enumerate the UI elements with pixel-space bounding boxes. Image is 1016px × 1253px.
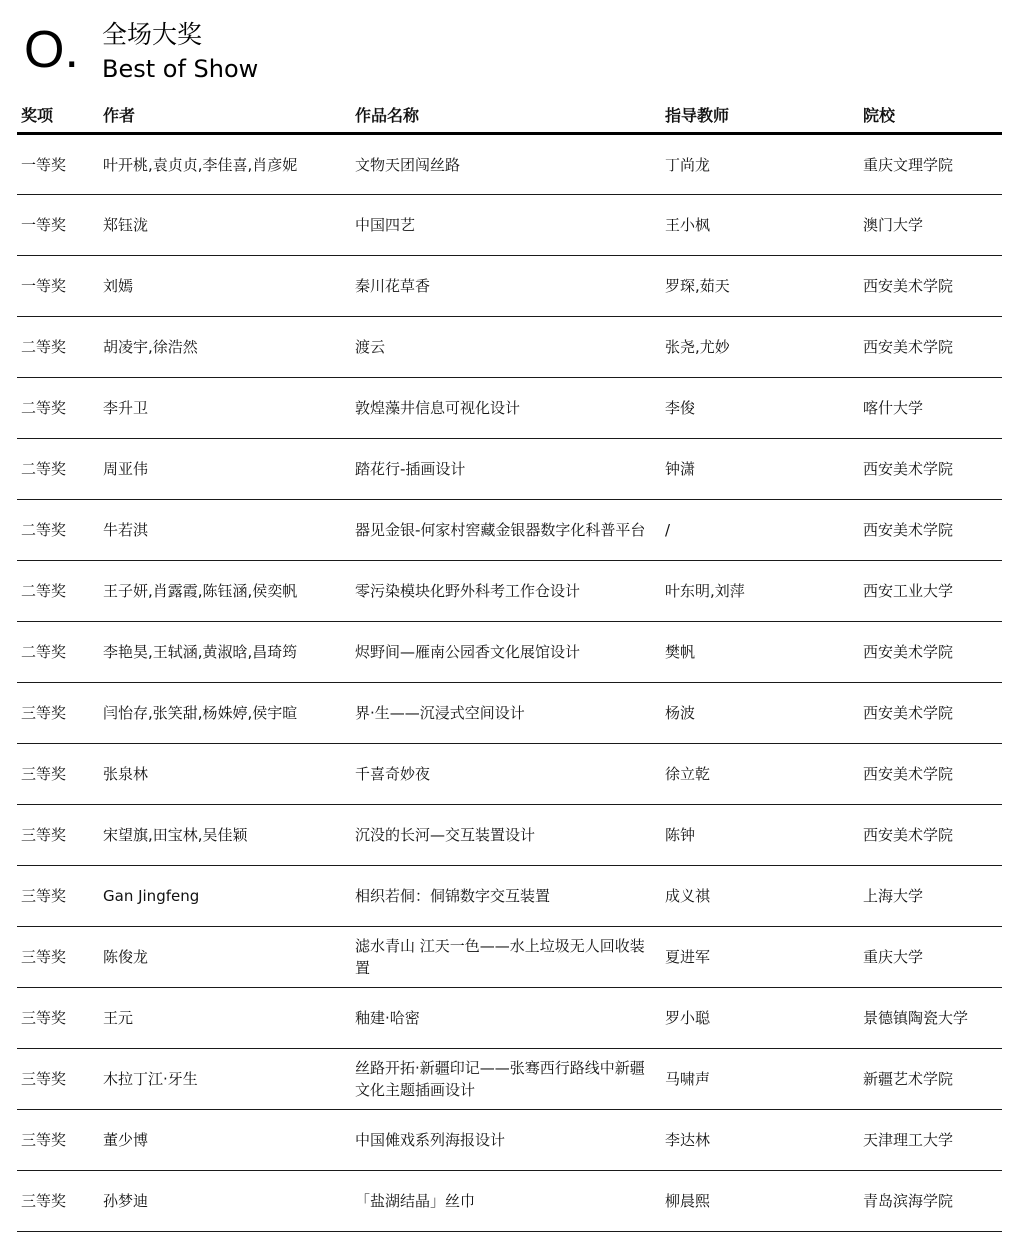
cell-award: 二等奖 [17, 500, 99, 561]
cell-school: 重庆文理学院 [859, 134, 1002, 195]
cell-award: 三等奖 [17, 805, 99, 866]
cell-teacher: 柳晨熙 [661, 1171, 859, 1232]
cell-author: 王元 [99, 988, 351, 1049]
table-row [17, 988, 1002, 1049]
cell-school: 青岛滨海学院 [859, 1171, 1002, 1232]
column-header-school: 院校 [859, 96, 1002, 134]
column-header-work: 作品名称 [351, 96, 661, 134]
cell-teacher: 陈钟 [661, 805, 859, 866]
cell-award: 一等奖 [17, 256, 99, 317]
cell-author: 闫怡存,张笑甜,杨姝婷,侯宇暄 [99, 683, 351, 744]
cell-award: 三等奖 [17, 1171, 99, 1232]
cell-author: 郑钰泷 [99, 195, 351, 256]
table-row [17, 866, 1002, 927]
cell-school: 西安美术学院 [859, 744, 1002, 805]
cell-award: 三等奖 [17, 744, 99, 805]
section-number: O. [24, 21, 79, 79]
cell-teacher: 丁尚龙 [661, 134, 859, 195]
cell-award: 三等奖 [17, 866, 99, 927]
cell-award: 三等奖 [17, 988, 99, 1049]
table-body [17, 134, 1002, 1232]
cell-work-title: 釉建·哈密 [351, 988, 661, 1049]
cell-author: 董少博 [99, 1110, 351, 1171]
cell-teacher: 王小枫 [661, 195, 859, 256]
cell-author: 牛若淇 [99, 500, 351, 561]
cell-author: 周亚伟 [99, 439, 351, 500]
cell-author: 李升卫 [99, 378, 351, 439]
cell-school: 西安美术学院 [859, 683, 1002, 744]
cell-school: 新疆艺术学院 [859, 1049, 1002, 1110]
awards-table [17, 96, 1002, 1232]
cell-teacher: 徐立乾 [661, 744, 859, 805]
table-row [17, 1171, 1002, 1232]
cell-teacher: / [661, 500, 859, 561]
cell-author: 胡凌宇,徐浩然 [99, 317, 351, 378]
cell-award: 二等奖 [17, 561, 99, 622]
column-header-author: 作者 [99, 96, 351, 134]
cell-author: 孙梦迪 [99, 1171, 351, 1232]
cell-author: 木拉丁江·牙生 [99, 1049, 351, 1110]
cell-award: 二等奖 [17, 378, 99, 439]
cell-author: 张泉林 [99, 744, 351, 805]
cell-school: 澳门大学 [859, 195, 1002, 256]
page-header [0, 0, 1016, 92]
cell-work-title: 渡云 [351, 317, 661, 378]
cell-school: 西安美术学院 [859, 622, 1002, 683]
table-row [17, 805, 1002, 866]
table-row [17, 317, 1002, 378]
cell-work-title: 零污染模块化野外科考工作仓设计 [351, 561, 661, 622]
table-row [17, 1110, 1002, 1171]
cell-school: 上海大学 [859, 866, 1002, 927]
cell-teacher: 钟潇 [661, 439, 859, 500]
cell-author: 李艳昊,王轼涵,黄淑晗,昌琦筠 [99, 622, 351, 683]
cell-author: 陈俊龙 [99, 927, 351, 988]
table-row [17, 561, 1002, 622]
cell-work-title: 器见金银-何家村窖藏金银器数字化科普平台 [351, 500, 661, 561]
cell-school: 景德镇陶瓷大学 [859, 988, 1002, 1049]
cell-author: 王子妍,肖露霞,陈钰涵,侯奕帆 [99, 561, 351, 622]
cell-work-title: 千喜奇妙夜 [351, 744, 661, 805]
cell-work-title: 沉没的长河—交互装置设计 [351, 805, 661, 866]
cell-school: 西安美术学院 [859, 500, 1002, 561]
table-row [17, 195, 1002, 256]
cell-author: Gan Jingfeng [99, 866, 351, 927]
cell-teacher: 李达林 [661, 1110, 859, 1171]
cell-work-title: 「盐湖结晶」丝巾 [351, 1171, 661, 1232]
table-row [17, 683, 1002, 744]
cell-award: 三等奖 [17, 1110, 99, 1171]
table-row [17, 256, 1002, 317]
cell-work-title: 秦川花草香 [351, 256, 661, 317]
table-header-row [17, 96, 1002, 134]
table-row [17, 500, 1002, 561]
cell-work-title: 烬野间—雁南公园香文化展馆设计 [351, 622, 661, 683]
cell-work-title: 文物天团闯丝路 [351, 134, 661, 195]
cell-teacher: 罗琛,茹天 [661, 256, 859, 317]
cell-school: 天津理工大学 [859, 1110, 1002, 1171]
cell-award: 二等奖 [17, 622, 99, 683]
cell-school: 西安工业大学 [859, 561, 1002, 622]
cell-work-title: 滤水青山 江天一色——水上垃圾无人回收装置 [351, 927, 661, 988]
cell-teacher: 李俊 [661, 378, 859, 439]
cell-teacher: 马啸声 [661, 1049, 859, 1110]
table-row [17, 439, 1002, 500]
cell-award: 二等奖 [17, 317, 99, 378]
cell-award: 一等奖 [17, 195, 99, 256]
cell-teacher: 叶东明,刘萍 [661, 561, 859, 622]
cell-award: 三等奖 [17, 683, 99, 744]
cell-work-title: 踏花行-插画设计 [351, 439, 661, 500]
table-row [17, 1049, 1002, 1110]
column-header-award: 奖项 [17, 96, 99, 134]
cell-school: 西安美术学院 [859, 439, 1002, 500]
cell-teacher: 杨波 [661, 683, 859, 744]
cell-work-title: 中国傩戏系列海报设计 [351, 1110, 661, 1171]
cell-teacher: 樊帆 [661, 622, 859, 683]
cell-school: 喀什大学 [859, 378, 1002, 439]
cell-author: 叶开桃,袁贞贞,李佳喜,肖彦妮 [99, 134, 351, 195]
cell-teacher: 夏进军 [661, 927, 859, 988]
cell-work-title: 敦煌藻井信息可视化设计 [351, 378, 661, 439]
table-row [17, 744, 1002, 805]
cell-school: 西安美术学院 [859, 317, 1002, 378]
cell-work-title: 界·生——沉浸式空间设计 [351, 683, 661, 744]
cell-work-title: 相织若侗：侗锦数字交互装置 [351, 866, 661, 927]
cell-award: 二等奖 [17, 439, 99, 500]
table-row [17, 927, 1002, 988]
table-row [17, 134, 1002, 195]
table-row [17, 378, 1002, 439]
cell-author: 刘嫣 [99, 256, 351, 317]
cell-award: 一等奖 [17, 134, 99, 195]
cell-award: 三等奖 [17, 927, 99, 988]
cell-school: 西安美术学院 [859, 805, 1002, 866]
cell-school: 重庆大学 [859, 927, 1002, 988]
cell-work-title: 丝路开拓·新疆印记——张骞西行路线中新疆文化主题插画设计 [351, 1049, 661, 1110]
cell-work-title: 中国四艺 [351, 195, 661, 256]
cell-teacher: 张尧,尤妙 [661, 317, 859, 378]
section-title-chinese: 全场大奖 [102, 20, 203, 49]
column-header-teacher: 指导教师 [661, 96, 859, 134]
cell-teacher: 罗小聪 [661, 988, 859, 1049]
cell-award: 三等奖 [17, 1049, 99, 1110]
cell-teacher: 成义祺 [661, 866, 859, 927]
cell-author: 宋望旗,田宝林,吴佳颖 [99, 805, 351, 866]
table-row [17, 622, 1002, 683]
cell-school: 西安美术学院 [859, 256, 1002, 317]
section-title-english: Best of Show [102, 55, 259, 83]
